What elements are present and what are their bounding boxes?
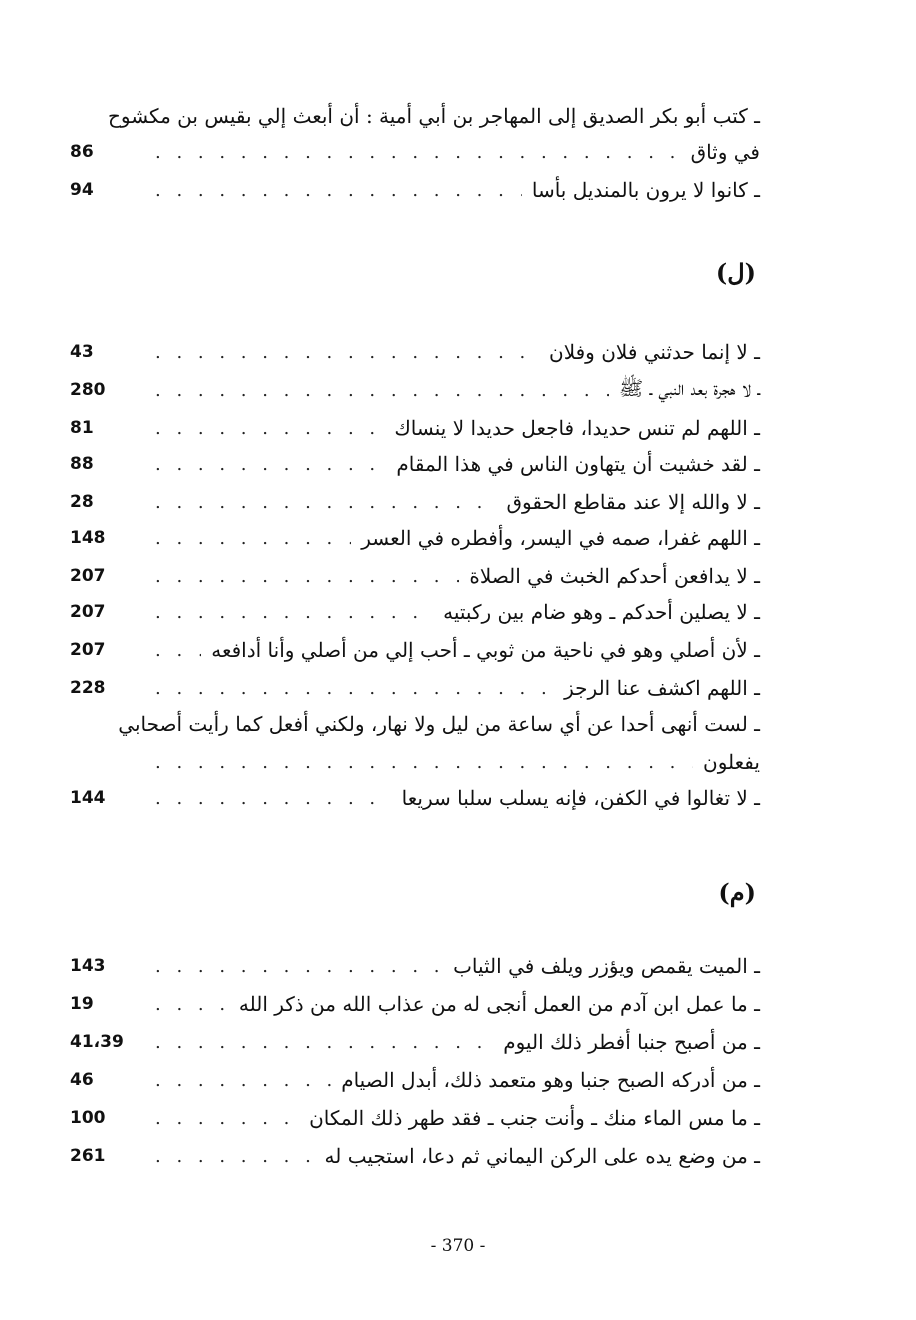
leader-dots — [155, 678, 554, 699]
entry-text: ـ من أدركه الصبح جنبا وهو متعمد ذلك، أبدل الصيام — [341, 1068, 760, 1092]
entry-page-number: 19 — [70, 994, 94, 1014]
leader-dots — [155, 380, 609, 401]
index-entry — [70, 520, 760, 556]
entry-page-number: 94 — [70, 180, 94, 200]
index-entry — [70, 594, 760, 630]
entry-text: ـ ما مس الماء منك ـ وأنت جنب ـ فقد طهر ذلك المكان — [309, 1106, 760, 1130]
leader-dots — [155, 1146, 315, 1167]
index-entry — [70, 134, 760, 170]
leader-dots — [155, 566, 459, 587]
index-entry — [70, 1138, 760, 1174]
entry-page-number: 280 — [70, 380, 106, 400]
entry-text: ـ لا يدافعن أحدكم الخبث في الصلاة — [469, 564, 760, 588]
index-entry — [70, 484, 760, 520]
entry-text: ـ لا تغالوا في الكفن، فإنه يسلب سلبا سريعا — [401, 786, 760, 810]
entry-text: ـ لا والله إلا عند مقاطع الحقوق — [506, 490, 760, 514]
index-entry — [70, 98, 760, 134]
entry-text: ـ من أصبح جنبا أفطر ذلك اليوم — [503, 1030, 760, 1054]
entry-text: ـ من وضع يده على الركن اليماني ثم دعا، استجيب له — [324, 1144, 760, 1168]
entry-text: ـ لا يصلين أحدكم ـ وهو ضام بين ركبتيه — [443, 600, 760, 624]
entry-page-number: 28 — [70, 492, 94, 512]
entry-text: ـ اللهم اكشف عنا الرجز — [564, 676, 760, 700]
index-entry — [70, 780, 760, 816]
leader-dots — [155, 528, 351, 549]
entry-page-number: 207 — [70, 640, 106, 660]
entry-text: ـ لا هجرة بعد النبي ـ ﷺ — [619, 375, 760, 400]
entry-page-number: 144 — [70, 788, 106, 808]
section-heading-mim: (م) — [718, 878, 756, 907]
leader-dots — [155, 418, 384, 439]
index-entry — [70, 948, 760, 984]
entry-page-number: 207 — [70, 566, 106, 586]
index-entry — [70, 670, 760, 706]
entry-text: ـ لست أنهى أحدا عن أي ساعة من ليل ولا نهار، ولكني أفعل كما رأيت أصحابي — [118, 712, 760, 736]
entry-text: ـ الميت يقمص ويؤزر ويلف في الثياب — [453, 954, 760, 978]
entry-page-number: 46 — [70, 1070, 94, 1090]
leader-dots — [155, 142, 681, 163]
entry-text: ـ اللهم لم تنس حديدا، فاجعل حديدا لا ينساك — [394, 416, 760, 440]
leader-dots — [155, 994, 229, 1015]
leader-dots — [155, 492, 496, 513]
entry-text: يفعلون — [703, 750, 760, 774]
leader-dots — [155, 1032, 493, 1053]
leader-dots — [155, 602, 433, 623]
index-entry — [70, 446, 760, 482]
leader-dots — [155, 1070, 331, 1091]
index-entry — [70, 632, 760, 668]
leader-dots — [155, 180, 522, 201]
entry-page-number: 100 — [70, 1108, 106, 1128]
index-entry — [70, 706, 760, 742]
leader-dots — [155, 640, 201, 661]
entry-text: ـ لا إنما حدثني فلان وفلان — [549, 340, 760, 364]
section-heading-lam: (ل) — [715, 258, 756, 287]
index-entry — [70, 334, 760, 370]
index-entry — [70, 372, 760, 408]
leader-dots — [155, 1108, 299, 1129]
entry-page-number: 261 — [70, 1146, 106, 1166]
entry-text: ـ لقد خشيت أن يتهاون الناس في هذا المقام — [396, 452, 760, 476]
index-entry — [70, 1062, 760, 1098]
index-entry — [70, 986, 760, 1022]
index-entry — [70, 1024, 760, 1060]
entry-page-number: 228 — [70, 678, 106, 698]
entry-page-number: 143 — [70, 956, 106, 976]
entry-text: ـ اللهم غفرا، صمه في اليسر، وأفطره في العسر — [361, 526, 760, 550]
index-entry — [70, 1100, 760, 1136]
index-entry — [70, 558, 760, 594]
entry-page-number: 43 — [70, 342, 94, 362]
entry-text: ـ كتب أبو بكر الصديق إلى المهاجر بن أبي أمية : أن أبعث إلي بقيس بن مكشوح — [107, 104, 760, 128]
page-number: - 370 - — [430, 1236, 486, 1256]
entry-page-number: 41،39 — [70, 1032, 124, 1052]
leader-dots — [155, 956, 443, 977]
index-entry — [70, 410, 760, 446]
entry-text: ـ كانوا لا يرون بالمنديل بأسا — [531, 178, 760, 202]
index-entry — [70, 744, 760, 780]
entry-text: في وثاق — [690, 140, 760, 164]
leader-dots — [155, 752, 693, 773]
entry-text: ـ لأن أصلي وهو في ناحية من ثوبي ـ أحب إلي من أصلي وأنا أدافعه — [211, 638, 760, 662]
leader-dots — [155, 342, 539, 363]
index-entry — [70, 172, 760, 208]
entry-page-number: 88 — [70, 454, 94, 474]
entry-page-number: 81 — [70, 418, 94, 438]
leader-dots — [155, 454, 386, 475]
leader-dots — [155, 788, 392, 809]
entry-page-number: 148 — [70, 528, 106, 548]
entry-page-number: 207 — [70, 602, 106, 622]
entry-text: ـ ما عمل ابن آدم من العمل أنجى له من عذاب الله من ذكر الله — [238, 992, 760, 1016]
entry-page-number: 86 — [70, 142, 94, 162]
